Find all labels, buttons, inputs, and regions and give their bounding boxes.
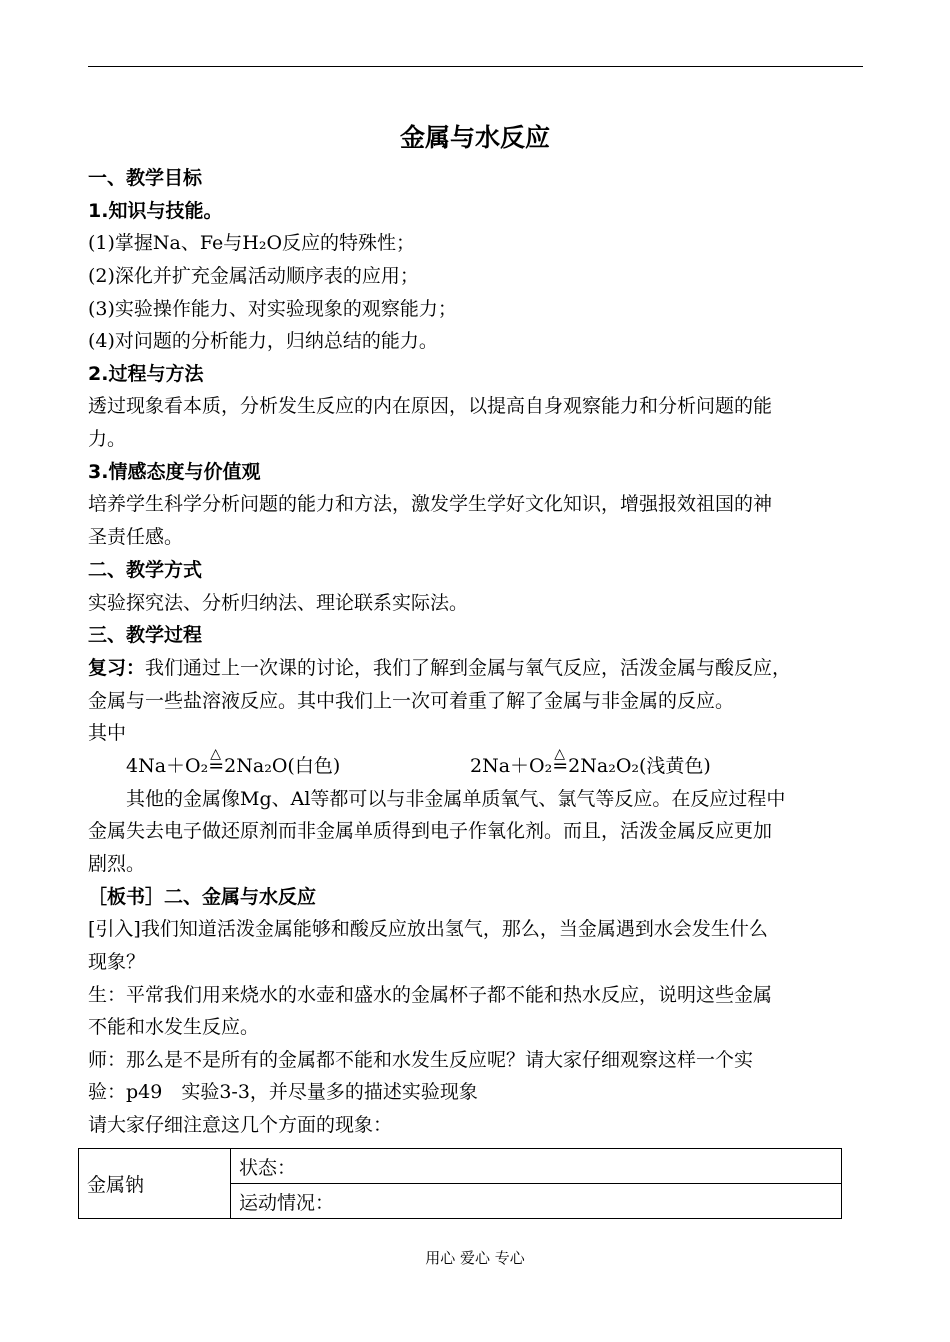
heading-teaching-process: 三、教学过程	[88, 624, 203, 646]
emotion-text-line-1: 培养学生科学分析问题的能力和方法，激发学生学好文化知识，增强报效祖国的神	[88, 493, 773, 515]
intro-line-1: [引入]我们知道活泼金属能够和酸反应放出氢气，那么，当金属遇到水会发生什么	[88, 918, 768, 940]
equation-1	[126, 752, 340, 780]
goal-item-1: (1)掌握Na、Fe与H₂O反应的特殊性；	[88, 232, 416, 254]
heading-process-method: 2.过程与方法	[88, 363, 204, 385]
other-metals-line-3: 剧烈。	[88, 853, 146, 875]
student-line-2: 不能和水发生反应。	[88, 1016, 260, 1038]
student-line-1: 生：平常我们用来烧水的水壶和盛水的金属杯子都不能和热水反应，说明这些金属	[88, 984, 773, 1006]
goal-item-3: (3)实验操作能力、对实验现象的观察能力；	[88, 298, 457, 320]
review-line-1	[88, 654, 868, 682]
table-cell-state: 状态：	[231, 1149, 842, 1184]
methods-text: 实验探究法、分析归纳法、理论联系实际法。	[88, 592, 469, 614]
intro-line-2: 现象？	[88, 951, 146, 973]
table-row-header: 金属钠	[79, 1149, 231, 1219]
heat-delta-icon: △ =	[208, 752, 224, 780]
review-label: 复习：	[88, 657, 146, 679]
heading-knowledge-skills: 1.知识与技能。	[88, 200, 223, 222]
qizhong-text: 其中	[88, 722, 127, 744]
board-heading: ［板书］二、金属与水反应	[88, 886, 317, 908]
goal-item-4: (4)对问题的分析能力，归纳总结的能力。	[88, 330, 438, 352]
teacher-line-2: 验：p49 实验3-3，并尽量多的描述实验现象	[88, 1081, 478, 1103]
notice-text: 请大家仔细注意这几个方面的现象：	[88, 1114, 393, 1136]
eq2-right: 2Na₂O₂(浅黄色)	[568, 755, 711, 777]
eq1-left: 4Na＋O₂	[126, 755, 209, 777]
goal-item-2: (2)深化并扩充金属活动顺序表的应用；	[88, 265, 419, 287]
review-line-2: 金属与一些盐溶液反应。其中我们上一次可着重了解了金属与非金属的反应。	[88, 690, 735, 712]
equation-2	[470, 752, 711, 780]
page-footer: 用心 爱心 专心	[425, 1249, 525, 1267]
header-rule	[88, 66, 863, 67]
emotion-text-line-2: 圣责任感。	[88, 526, 184, 548]
other-metals-line-1: 其他的金属像Mg、Al等都可以与非金属单质氧气、氯气等反应。在反应过程中	[88, 788, 786, 810]
heading-emotion-values: 3.情感态度与价值观	[88, 461, 261, 483]
eq1-right: 2Na₂O(白色)	[224, 755, 341, 777]
heading-teaching-methods: 二、教学方式	[88, 559, 203, 581]
other-metals-line-2: 金属失去电子做还原剂而非金属单质得到电子作氧化剂。而且，活泼金属反应更加	[88, 820, 773, 842]
observation-table	[78, 1148, 842, 1219]
page-title: 金属与水反应	[399, 123, 550, 152]
eq2-left: 2Na＋O₂	[470, 755, 553, 777]
heading-teaching-goals: 一、教学目标	[88, 167, 203, 189]
process-text-line-1: 透过现象看本质，分析发生反应的内在原因，以提高自身观察能力和分析问题的能	[88, 395, 773, 417]
table-row	[79, 1149, 842, 1184]
table-cell-motion: 运动情况：	[231, 1184, 842, 1219]
process-text-line-2: 力。	[88, 428, 127, 450]
teacher-line-1: 师：那么是不是所有的金属都不能和水发生反应呢？请大家仔细观察这样一个实	[88, 1049, 754, 1071]
review-text: 我们通过上一次课的讨论，我们了解到金属与氧气反应，活泼金属与酸反应，	[145, 657, 792, 679]
heat-delta-icon: △ =	[552, 752, 568, 780]
